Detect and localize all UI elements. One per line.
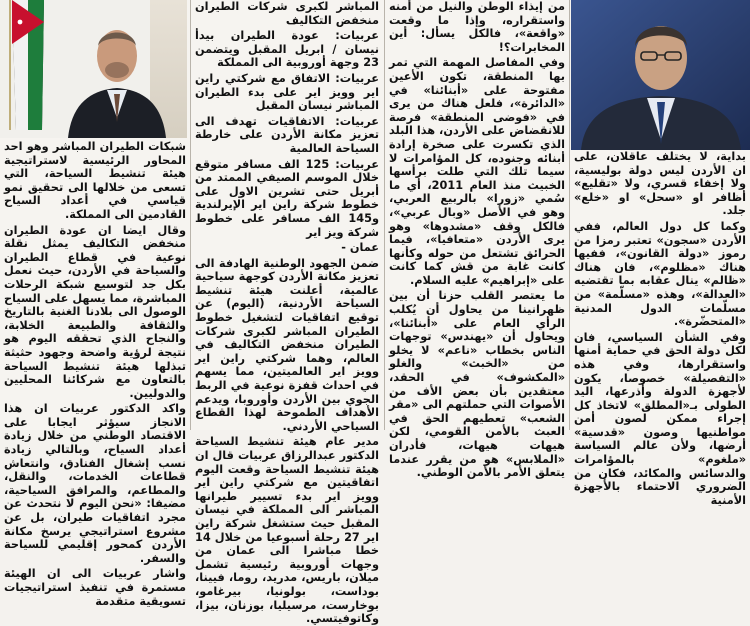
col4-paragraph: وكما كل دول العالم، ففي الأردن «سجون» تعتبر رمزا من رموز «دولة القانون»، ففيها هناك «مظلوم»، فان هناك «ظالم» ينال عقابه بما تقتضيه «العدالة»، وهذه «مسلّمة» من مسلّمات الدول المدنية «المتحضّرة». <box>574 219 746 329</box>
col2-paragraph: المباشر لكبرى شركات الطيران منخفض التكاليف <box>195 0 379 27</box>
column-1-article <box>0 140 188 608</box>
column-4-article <box>571 150 750 507</box>
col3-paragraph: ما يعتصر القلب حزنا أن بين ظهرانينا من يحاول أن يُكلب الرأي العام على «أبنائنا»، ويحاول أن «يهندس» توجهات الناس بخطاب «ناعم» لا يخلو من «الخبث» والغلو «المكشوف» في الحقد، معتقدين بأن بعض الأف من الأصوات التي حملتهم الى «مقر الشعب» تعطيهم الحق في العبث بالأمن القومي، لكن هيهات هيهات، فأدران «الملابس» هو من يقرر عندما يتعلق الأمر بالأمن الوطني. <box>389 289 565 480</box>
man-portrait-figure <box>62 10 172 138</box>
col1-paragraph: واشار عربيات الى ان الهيئة مستمرة في تنفيذ استراتيجيات تسويقية متقدمة <box>4 567 186 608</box>
column-2-article <box>192 0 382 626</box>
author-portrait-figure <box>571 0 750 150</box>
col1-paragraph: واكد الدكتور عربيات ان هذا الانجاز سيؤثر ايجابا على الاقتصاد الوطني من خلال زيادة أعداد السياح، وبالتالي زيادة نسب إشغال الفنادق، وانتعاش قطاعات الخدمات، والنقل، والمطاعم، والمرافق السياحية، مضيفا: «نحن اليوم لا نتحدث عن مجرد اتفاقيات طيران، بل عن مشروع استراتيجي يرسخ مكانة الأردن كمحور إقليمي للسياحة والسفر. <box>4 402 186 565</box>
col2-paragraph: مدير عام هيئة تنشيط السياحة الدكتور عبدالرزاق عربيات قال ان هيئة تنشيط السياحة وقعت اليوم اتفاقيتين مع شركتي راين اير وويز اير بدء تسيير طيرانها المباشر الى المملكة في نيسان المقبل حيث ستشغل شركة راين اير 27 رحلة أسبوعيا من خلال 14 خطا مباشرا الى عمان من وجهات أوروبية رئيسية تشمل ميلان، باريس، مدريد، روما، فيينا، بوداست، بولونيا، بيرغامو، بوخارست، مرسيليا، بوزنان، بيزا، وكاتوفيتسي. <box>195 435 379 626</box>
col3-paragraph: من إيذاء الوطن والنيل من أمنه واستقراره، وإذا ما وقعت «واقعة»، فالكل يسأل: أين المخابرات؟! <box>389 0 565 54</box>
column-divider <box>190 0 191 430</box>
col2-paragraph: عربيات: عودة الطيران بيدأ نيسان / ابريل المقبل ويتضمن 23 وجهة أوروبية الى المملكة <box>195 29 379 70</box>
col1-paragraph: شبكات الطيران المباشر وهو احد المحاور الرئيسية لاستراتيجية هيئة تنشيط السياحة، التي تسعى من خلالها الى تحقيق نمو قياسي في أعداد السياح القادمين الى المملكة. <box>4 140 186 221</box>
col4-paragraph: وفي الشأن السياسي، فان لكل دولة الحق في حماية أمنها واستقرارها، وفي هذه «التفصيلة» خصوصا، يكون لأجهزة الدولة وأذرعها، اليد الطولى بـ«المطلق» لاتخاذ كل إجراء ممكن لصون أمن مواطنيها وصون «قدسية» أرضها، ولأن عالم السياسة «ملغوم» بالمؤامرات والدسائس والمكائد، فكان من الضروري الاحتماء بالأجهزة الأمنية <box>574 330 746 507</box>
col2-dateline: عمان - <box>341 241 379 255</box>
col3-paragraph: وفي المفاصل المهمة التي تمر بها المنطقة، تكون الأعين مفتوحة على «أبنائنا» في «الدائرة»، فلعل هناك من يرى في «فوضى المنطقة» فرصة للانقضاض على الأردن، هذا البلد الذي تكسرت على صخرة إرادة أبنائه وجنوده، كل المؤامرات لا سيما تلك التي طلت برأسها الخبيث منذ العام 2011، أي ما سُمي «زورا» بالربيع العربي، وهو في الأصل «وبال عربي»، فالكل وقف «مشدوها» وهو يرى الأردن «متعافيا»، فيما الحرائق تشتعل من حوله وكأنها كانت غابة من قش كما كانت على «إبراهيم» عليه السلام. <box>389 56 565 287</box>
col1-paragraph: وقال ايضا ان عودة الطيران منخفض التكاليف يمثل نقلة نوعية في قطاع الطيران والسياحة في الأردن، حيث نعمل بكل جد لتوسيع شبكة الرحلات المباشرة، مما يسهل على السياح الوصول الى بلادنا الغنية بالتاريخ والثقافة والطبيعة الخلابة، والنجاح الذي تحققه اليوم هو نتيجة لرؤية واضحة وجهود حثيثة تبذلها هيئة تنشيط السياحة بالتعاون مع شركائنا المحليين والدوليين. <box>4 223 186 400</box>
col2-paragraph: عربيات: 125 الف مسافر متوقع خلال الموسم الصيفي الممتد من أبريل حتى تشرين الاول على خطوط شركة راين اير الإيرلندية و145 الف مسافر على خطوط شركة ويز اير <box>195 157 379 239</box>
column-3-article <box>386 0 568 480</box>
author-portrait-photo <box>571 0 750 150</box>
col2-paragraph: عربيات: الاتفاقيات تهدف الى تعزيز مكانة الأردن على خارطة السياحة العالمية <box>195 114 379 155</box>
jordan-flag-icon <box>4 0 50 130</box>
column-divider <box>569 0 570 430</box>
col4-paragraph: بداية، لا يختلف عاقلان، على ان الأردن ليس دولة بوليسية، ولا إخفاء قسري، ولا «تقليع» أظافر او «سحل» او «خلع» جلد. <box>574 150 746 218</box>
col2-paragraph: عربيات: الاتفاق مع شركتي راين اير وويز اير على بدء الطيران المباشر نيسان المقبل <box>195 71 379 113</box>
official-portrait-photo <box>0 0 187 138</box>
column-divider <box>384 0 385 430</box>
col2-paragraph: ضمن الجهود الوطنية الهادفة الى تعزيز مكانة الأردن كوجهة سياحية عالمية، أعلنت هيئة تنشيط السياحة الأردنية، (اليوم) عن توقيع اتفاقيات لتشغيل خطوط الطيران المباشر لكبرى شركات الطيران منخفض التكاليف في العالم، وهما شركتي راين اير وويز اير العالميتين، مما يسهم في احداث قفزة نوعية في الربط الجوي بين الأردن وأوروبا، ويدعم الأهداف الطموحة لهذا القطاع السياحي الأردني. <box>195 256 379 433</box>
